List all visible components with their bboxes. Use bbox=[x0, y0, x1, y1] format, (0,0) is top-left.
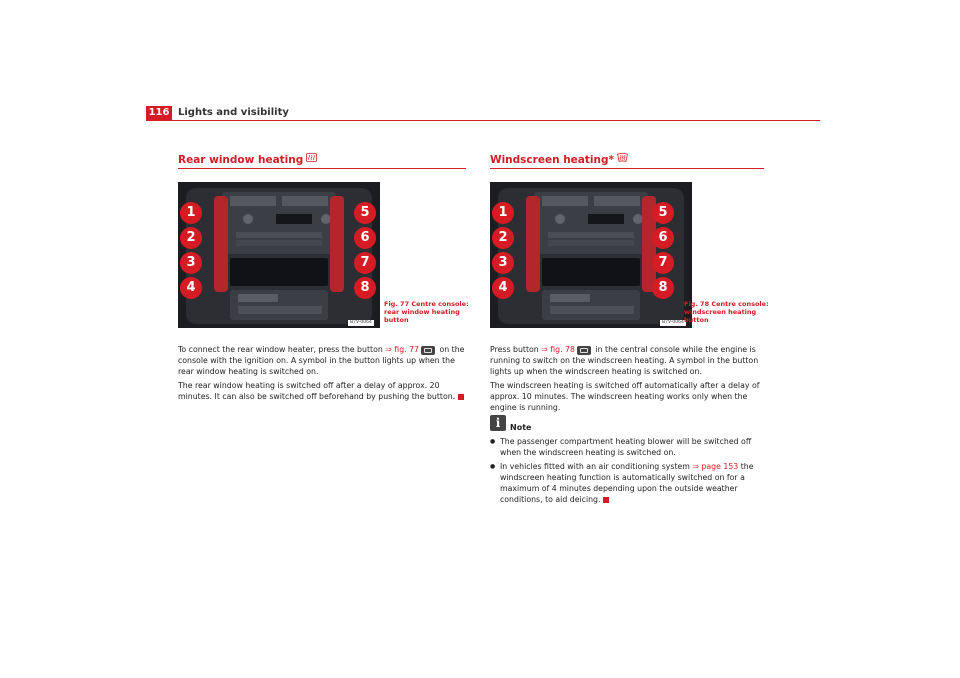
right-title-text: Windscreen heating* bbox=[490, 154, 614, 166]
callout-7: 7 bbox=[652, 252, 674, 274]
right-section-rule bbox=[490, 168, 764, 169]
image-code: B7V-0064 bbox=[662, 320, 684, 325]
caption-line: Fig. 78 Centre console: bbox=[684, 300, 769, 308]
callout-2: 2 bbox=[180, 227, 202, 249]
caption-line: button bbox=[684, 316, 709, 324]
page-number: 116 bbox=[146, 106, 172, 120]
rear-heat-button-icon bbox=[421, 346, 435, 355]
header-rule bbox=[146, 120, 820, 121]
left-body-text bbox=[178, 344, 468, 405]
callout-6: 6 bbox=[652, 227, 674, 249]
console-illustration bbox=[178, 182, 380, 328]
right-paragraph-1: Press button ⇒ fig. 78 in the central console while the engine is running to switch on the windscreen heating. A symbol in the button lights up when the windscreen heating is switched on. bbox=[490, 345, 759, 376]
caption-line: windscreen heating bbox=[684, 308, 757, 316]
windscreen-heat-button-icon bbox=[577, 346, 591, 355]
right-body-text bbox=[490, 344, 766, 416]
note-bullets bbox=[490, 436, 766, 505]
note-bullet-1: ● The passenger compartment heating blower will be switched off when the windscreen heating is switched on. bbox=[490, 436, 766, 458]
callout-7: 7 bbox=[354, 252, 376, 274]
info-icon: i bbox=[490, 415, 506, 431]
callout-6: 6 bbox=[354, 227, 376, 249]
image-code: B7V-0064 bbox=[350, 320, 372, 325]
right-figure-console bbox=[490, 182, 692, 328]
right-figure-caption bbox=[684, 300, 769, 324]
left-paragraph-1: To connect the rear window heater, press the button ⇒ fig. 77 on the console with the ignition on. A symbol in the button lights up when the rear window heating is switched on. bbox=[178, 345, 465, 376]
callout-5: 5 bbox=[354, 202, 376, 224]
callout-1: 1 bbox=[180, 202, 202, 224]
callout-4: 4 bbox=[180, 277, 202, 299]
left-figure-console bbox=[178, 182, 380, 328]
fig-77-link[interactable]: ⇒ fig. 77 bbox=[385, 345, 420, 354]
fig-78-link[interactable]: ⇒ fig. 78 bbox=[541, 345, 575, 354]
page-153-link[interactable]: ⇒ page 153 bbox=[692, 462, 739, 471]
chapter-title: Lights and visibility bbox=[178, 107, 289, 118]
caption-line: Fig. 77 Centre console: bbox=[384, 300, 469, 308]
caption-line: button bbox=[384, 316, 409, 324]
left-section-rule bbox=[178, 168, 466, 169]
end-mark bbox=[458, 394, 464, 400]
callout-2: 2 bbox=[492, 227, 514, 249]
callout-1: 1 bbox=[492, 202, 514, 224]
caption-line: rear window heating bbox=[384, 308, 460, 316]
left-figure-caption bbox=[384, 300, 469, 324]
callout-8: 8 bbox=[652, 277, 674, 299]
right-section-title bbox=[490, 153, 628, 167]
callout-5: 5 bbox=[652, 202, 674, 224]
callout-4: 4 bbox=[492, 277, 514, 299]
note-bullet-2: ● In vehicles fitted with an air conditioning system ⇒ page 153 the windscreen heating function is automatically switched on for a maximum of 4 minutes depending upon the outside weather conditions, to aid deicing. bbox=[490, 461, 766, 505]
left-paragraph-2: The rear window heating is switched off after a delay of approx. 20 minutes. It can also be switched off beforehand by pushing the button. bbox=[178, 380, 468, 402]
windscreen-heat-icon bbox=[617, 153, 628, 162]
left-section-title bbox=[178, 153, 317, 167]
left-title-text: Rear window heating bbox=[178, 154, 304, 166]
callout-3: 3 bbox=[492, 252, 514, 274]
callout-8: 8 bbox=[354, 277, 376, 299]
right-paragraph-2: The windscreen heating is switched off automatically after a delay of approx. 10 minutes. The windscreen heating works only when the engine is running. bbox=[490, 381, 760, 412]
rear-window-heat-icon bbox=[306, 153, 317, 162]
note-title: Note bbox=[510, 423, 532, 432]
callout-3: 3 bbox=[180, 252, 202, 274]
end-mark bbox=[603, 497, 609, 503]
